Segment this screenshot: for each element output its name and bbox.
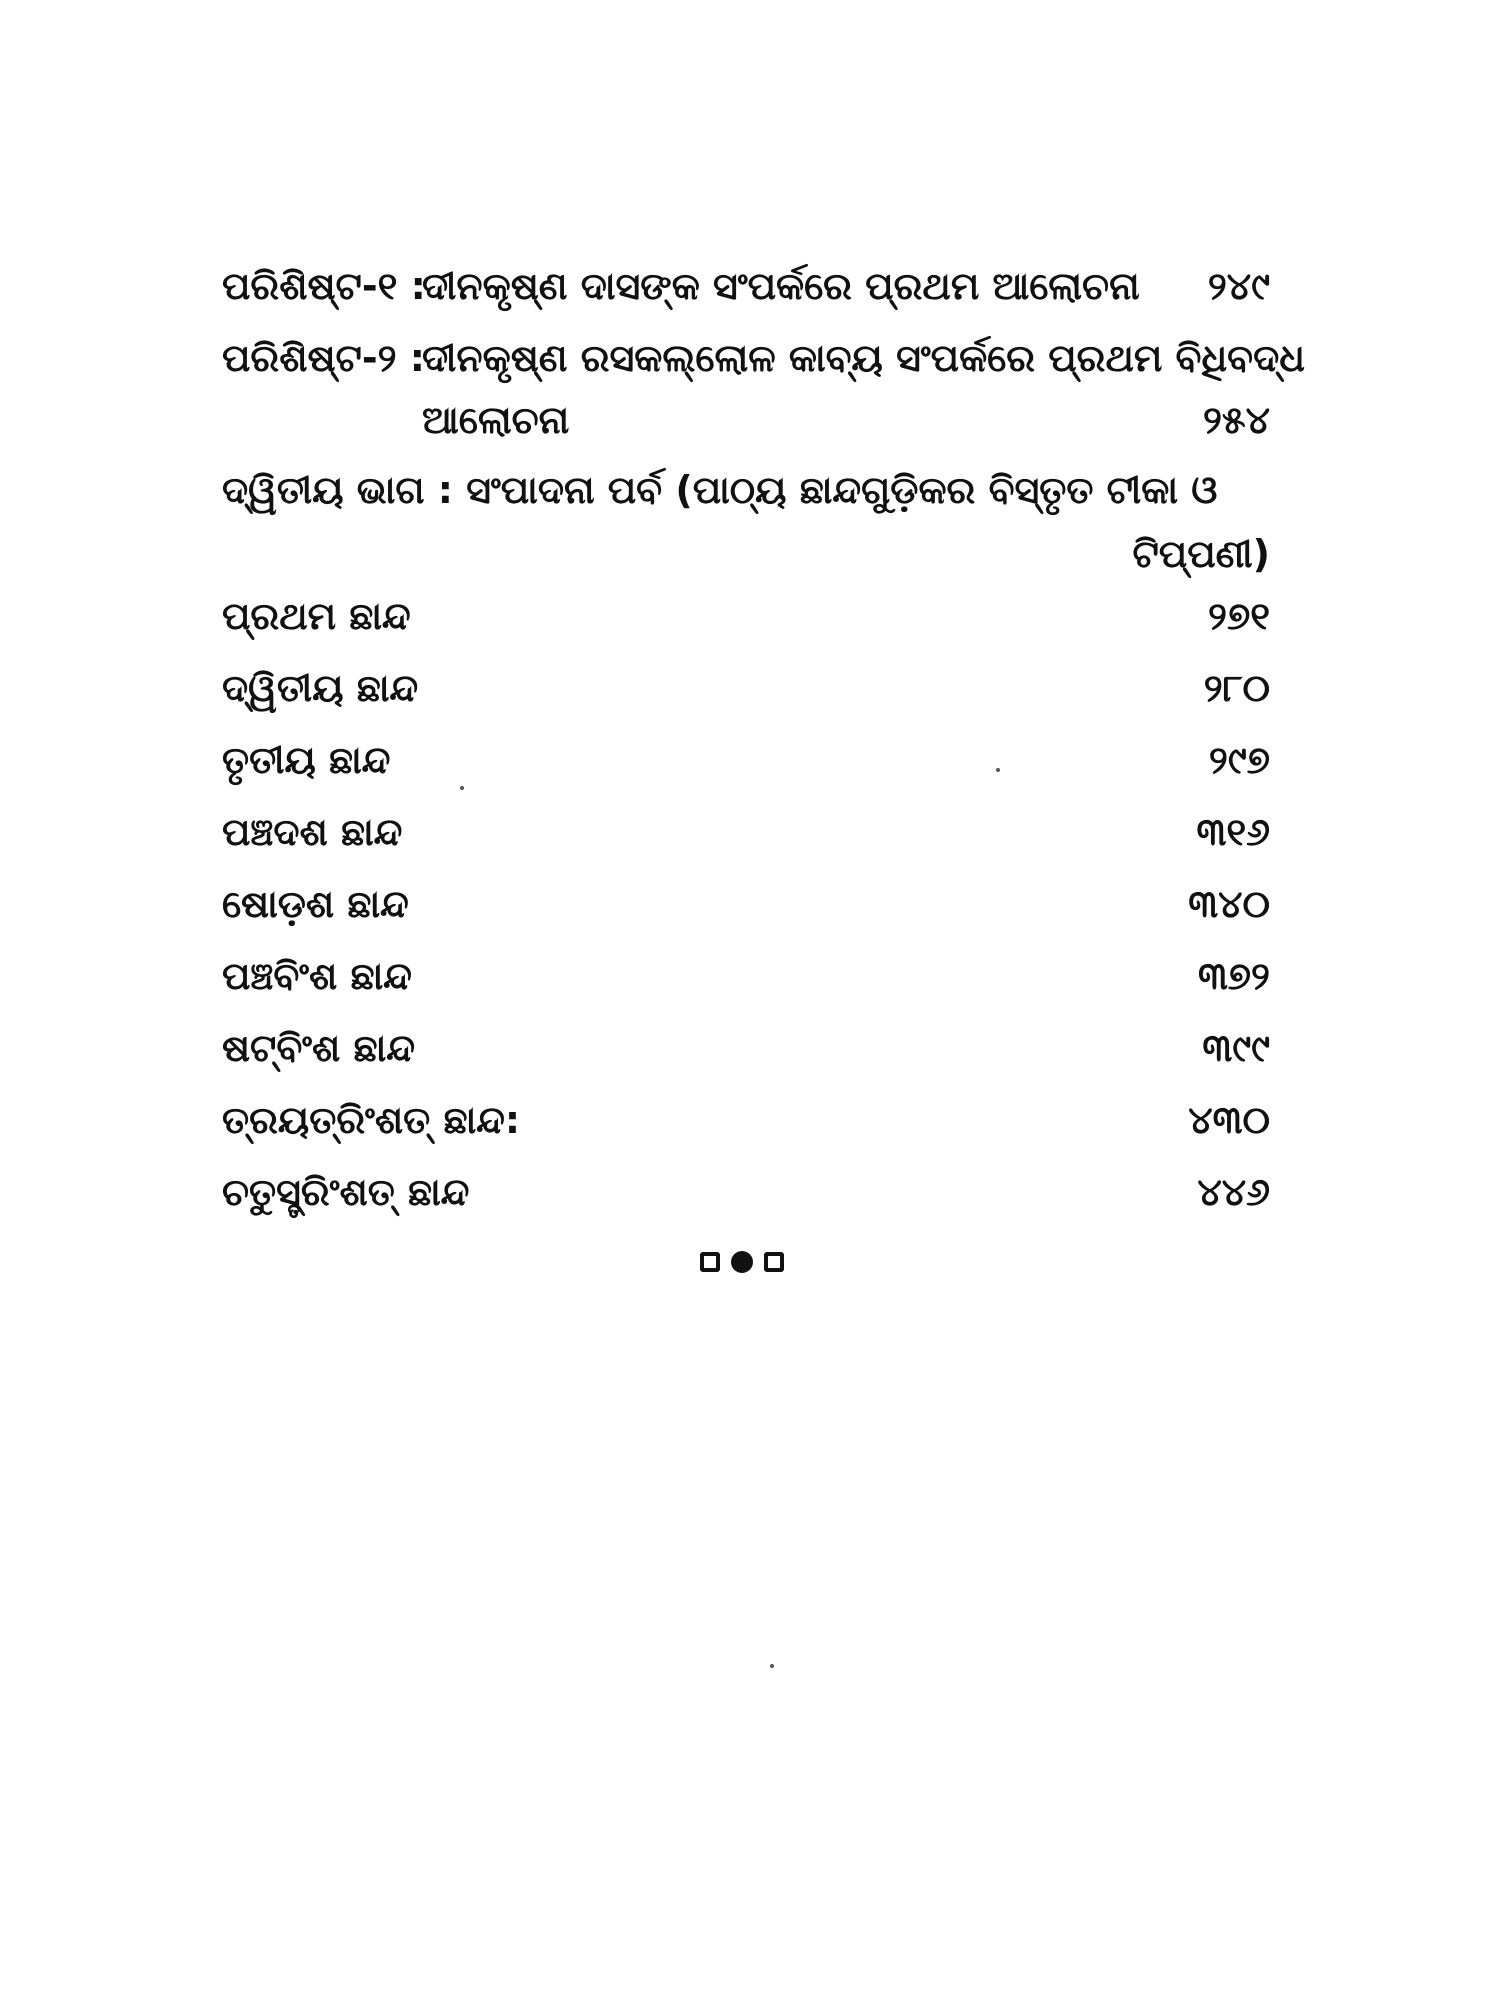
chapter-page: ୨୯୭ [1208,738,1270,782]
chapter-title: ଚତୁସ୍ତ୍ରିଂଶତ୍ ଛାନ୍ଦ [222,1170,470,1214]
appendix-2-label: ପରିଶିଷ୍ଟ-୨ : [222,336,425,380]
chapter-title: ଷୋଡ଼ଶ ଛାନ୍ଦ [222,882,409,926]
chapter-page: ୩୭୨ [1197,954,1270,998]
scan-speck [460,786,464,790]
scan-speck [770,1664,774,1668]
dot-ornament-icon [731,1251,753,1273]
chapter-title: ତ୍ରୟତ୍ରିଂଶତ୍ ଛାନ୍ଦ: [222,1098,521,1142]
appendix-2-page: ୨୫୪ [1203,398,1270,442]
appendix-1-label: ପରିଶିଷ୍ଟ-୧ : [222,264,426,308]
part-two-heading-cont: ଟିପ୍‌ପଣୀ) [1132,532,1270,576]
chapter-title: ପ୍ରଥମ ଛାନ୍ଦ [222,594,411,638]
part-two-heading: ଦ୍ୱିତୀୟ ଭାଗ : ସଂପାଦନା ପର୍ବ (ପାଠ୍ୟ ଛାନ୍ଦଗୁଡ଼ିକର ବିସ୍ତୃତ ଟୀକା ଓ [222,468,1218,512]
chapter-title: ଦ୍ୱିତୀୟ ଛାନ୍ଦ [222,666,419,710]
chapter-title: ଷଟ୍‌ବିଂଶ ଛାନ୍ଦ [222,1026,415,1070]
chapter-page: ୪୩୦ [1188,1098,1270,1142]
chapter-page: ୨୭୧ [1208,594,1270,638]
end-ornament [700,1248,784,1276]
chapter-title: ପଞ୍ଚଦଶ ଛାନ୍ଦ [222,810,403,854]
square-ornament-icon [700,1252,720,1272]
scan-speck [996,768,1000,772]
appendix-1-page: ୨୪୯ [1207,264,1270,308]
chapter-page: ୩୯୯ [1202,1026,1270,1070]
chapter-title: ପଞ୍ଚବିଂଶ ଛାନ୍ଦ [222,954,412,998]
chapter-page: ୩୧୬ [1196,810,1270,854]
chapter-page: ୨୮୦ [1203,666,1270,710]
square-ornament-icon [764,1252,784,1272]
chapter-page: ୩୪୦ [1188,882,1270,926]
appendix-2-title-line2: ଆଲୋଚନା [422,398,570,442]
appendix-1-title: ଦୀନକୃଷ୍ଣ ଦାସଙ୍କ ସଂପର୍କରେ ପ୍ରଥମ ଆଲୋଚନା [422,264,1140,308]
chapter-page: ୪୪୬ [1197,1170,1270,1214]
appendix-2-title-line1: ଦୀନକୃଷ୍ଣ ରସକଲ୍ଲୋଳ କାବ୍ୟ ସଂପର୍କରେ ପ୍ରଥମ ବିଧିବଦ୍ଧ [422,336,1305,380]
chapter-title: ତୃତୀୟ ଛାନ୍ଦ [222,738,391,782]
